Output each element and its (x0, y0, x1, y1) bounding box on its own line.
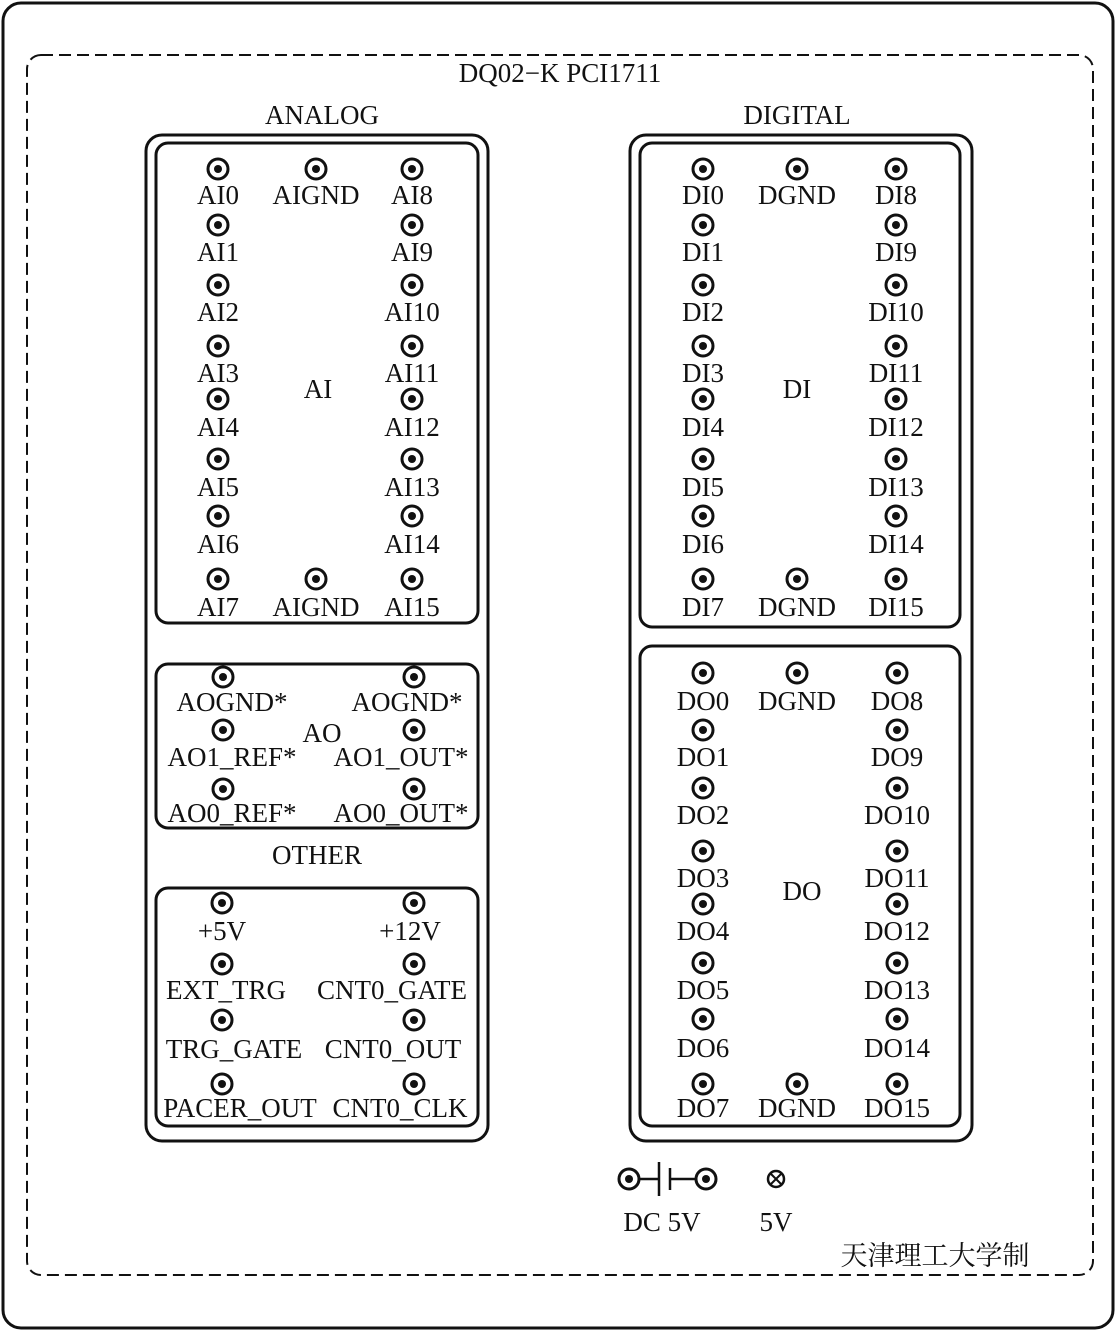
terminal-label: DO0 (676, 686, 730, 716)
terminal-di-15 (682, 569, 724, 622)
terminal-di-7 (682, 336, 724, 388)
terminal-label: DI5 (682, 472, 724, 502)
terminal-label: PACER_OUT (163, 1093, 317, 1123)
terminal-label: AOGND* (351, 687, 463, 717)
terminal-label: DI7 (682, 592, 724, 622)
terminal-ai-5 (197, 275, 239, 327)
terminal-ao-3 (334, 720, 469, 772)
terminal-label: DO4 (676, 916, 730, 946)
terminal-ai-6 (384, 275, 440, 327)
terminal-label: AI6 (197, 529, 239, 559)
terminal-ai-4 (391, 215, 433, 267)
terminal-di-5 (682, 275, 724, 327)
terminal-label: AIGND (272, 180, 360, 210)
terminal-label: DO15 (864, 1093, 930, 1123)
terminal-ai-7 (197, 336, 239, 388)
terminal-do-11 (677, 953, 730, 1005)
terminal-di-2 (875, 159, 917, 210)
terminal-label: DGND (758, 180, 836, 210)
terminal-label: DGND (758, 686, 836, 716)
terminal-ai-17 (384, 569, 440, 622)
terminal-label: AI3 (197, 358, 239, 388)
terminal-label: CNT0_CLK (332, 1093, 468, 1123)
terminal-label: AI12 (384, 412, 440, 442)
terminal-di-16 (758, 569, 836, 622)
terminal-ao-5 (334, 779, 469, 828)
terminal-label: DI2 (682, 297, 724, 327)
terminal-label: AO0_OUT* (333, 798, 469, 828)
terminal-ao-2 (167, 720, 296, 772)
terminal-di-13 (682, 506, 724, 559)
terminal-ai-12 (384, 449, 440, 502)
dc-5v-jack (619, 1162, 716, 1196)
terminal-label: DI14 (868, 529, 924, 559)
terminal-label: DI0 (682, 180, 724, 210)
terminal-di-11 (682, 449, 724, 502)
terminal-do-16 (758, 1074, 836, 1123)
terminal-do-7 (677, 841, 730, 893)
power-indicator-label: 5V (759, 1207, 793, 1237)
section-label-digital: DIGITAL (743, 100, 851, 130)
do-group-label: DO (782, 876, 822, 906)
terminal-other-6 (163, 1074, 317, 1123)
terminal-label: DGND (758, 1093, 836, 1123)
terminal-ai-14 (384, 506, 440, 559)
terminal-ai-16 (273, 569, 360, 622)
terminal-do-17 (864, 1074, 930, 1123)
terminal-ai-10 (384, 389, 440, 442)
terminal-label: DI11 (868, 358, 924, 388)
board-title: DQ02−K PCI1711 (458, 58, 662, 88)
terminal-label: DI13 (868, 472, 924, 502)
terminal-label: AI11 (384, 358, 440, 388)
terminal-label: DO1 (676, 742, 730, 772)
terminal-do-14 (864, 1009, 930, 1063)
terminal-di-12 (868, 449, 924, 502)
terminal-do-15 (677, 1074, 730, 1123)
terminal-do-2 (871, 663, 924, 716)
terminal-do-4 (871, 720, 924, 772)
terminal-label: DGND (758, 592, 836, 622)
terminal-label: +5V (197, 916, 247, 946)
terminal-do-6 (864, 778, 930, 830)
terminal-other-5 (325, 1010, 462, 1064)
terminal-di-17 (868, 569, 924, 622)
terminal-other-0 (198, 893, 247, 946)
terminal-ao-4 (167, 779, 296, 828)
terminal-label: DO9 (870, 742, 924, 772)
terminal-label: AI2 (197, 297, 239, 327)
terminal-label: DO2 (676, 800, 730, 830)
terminal-ai-8 (385, 336, 440, 388)
terminal-ao-0 (177, 667, 288, 717)
other-terminals (163, 893, 468, 1123)
terminal-label: DO10 (864, 800, 930, 830)
terminal-di-8 (869, 336, 924, 388)
terminal-do-12 (864, 953, 930, 1005)
terminal-label: DI9 (875, 237, 917, 267)
terminal-label: DI1 (682, 237, 724, 267)
terminal-label: DI15 (868, 592, 924, 622)
terminal-label: AI1 (197, 237, 239, 267)
terminal-ai-3 (197, 215, 239, 267)
terminal-ai-9 (197, 389, 239, 442)
terminal-do-13 (677, 1009, 730, 1063)
terminal-di-3 (682, 215, 724, 267)
terminal-label: DO8 (870, 686, 924, 716)
terminal-label: DI6 (682, 529, 724, 559)
terminal-label: DO13 (864, 975, 930, 1005)
terminal-do-8 (865, 841, 930, 893)
terminal-other-3 (317, 954, 467, 1005)
terminal-di-1 (758, 159, 836, 210)
terminal-label: AIGND (272, 592, 360, 622)
terminal-label: DI3 (682, 358, 724, 388)
terminal-label: AI5 (197, 472, 239, 502)
terminal-label: AI14 (384, 529, 440, 559)
terminal-label: DO3 (676, 863, 730, 893)
terminal-label: AO0_REF* (167, 798, 297, 828)
terminal-label: DO14 (864, 1033, 930, 1063)
terminal-other-2 (166, 954, 286, 1005)
terminal-label: EXT_TRG (166, 975, 286, 1005)
terminal-do-3 (677, 720, 730, 772)
terminal-ai-11 (197, 449, 239, 502)
terminal-do-9 (677, 894, 730, 946)
terminal-label: CNT0_GATE (317, 975, 467, 1005)
terminal-label: DI8 (875, 180, 917, 210)
terminal-other-4 (166, 1010, 303, 1064)
terminal-label: AI15 (384, 592, 440, 622)
terminal-label: AOGND* (176, 687, 288, 717)
terminal-label: AI8 (391, 180, 433, 210)
terminal-ao-1 (352, 667, 463, 717)
terminal-label: AO1_OUT* (333, 742, 469, 772)
terminal-label: +12V (379, 916, 441, 946)
terminal-label: DO6 (676, 1033, 730, 1063)
terminal-label: DI4 (682, 412, 724, 442)
terminal-di-14 (868, 506, 924, 559)
power-indicator-icon (768, 1171, 784, 1187)
terminal-label: DO7 (676, 1093, 730, 1123)
terminal-label: AI9 (391, 237, 433, 267)
terminal-di-4 (875, 215, 917, 267)
ai-group-label: AI (303, 374, 333, 404)
terminal-ai-1 (273, 159, 360, 210)
terminal-label: AI0 (197, 180, 239, 210)
terminal-label: AI7 (197, 592, 239, 622)
section-label-analog: ANALOG (265, 100, 379, 130)
terminal-other-1 (379, 893, 441, 946)
section-label-other: OTHER (272, 840, 362, 870)
terminal-label: DO5 (676, 975, 730, 1005)
terminal-label: DI12 (868, 412, 924, 442)
terminal-label: DI10 (868, 297, 924, 327)
terminal-di-10 (868, 389, 924, 442)
terminal-ai-0 (197, 159, 239, 210)
di-group-label: DI (782, 374, 812, 404)
terminal-label: CNT0_OUT (324, 1034, 462, 1064)
terminal-label: AI10 (384, 297, 440, 327)
terminal-label: DO12 (864, 916, 930, 946)
terminal-ai-13 (197, 506, 239, 559)
terminal-do-5 (677, 778, 730, 830)
terminal-di-6 (868, 275, 924, 327)
terminal-ai-15 (197, 569, 239, 622)
terminal-label: TRG_GATE (165, 1034, 303, 1064)
terminal-ai-2 (391, 159, 433, 210)
dc-5v-label: DC 5V (623, 1207, 701, 1237)
maker-label: 天津理工大学制 (840, 1241, 1030, 1272)
terminal-do-1 (758, 663, 836, 716)
terminal-di-9 (682, 389, 724, 442)
terminal-label: AO1_REF* (167, 742, 297, 772)
terminal-label: AI4 (197, 412, 239, 442)
terminal-other-7 (333, 1074, 469, 1123)
terminal-label: AI13 (384, 472, 440, 502)
ao-group-label: AO (302, 718, 342, 748)
terminal-di-0 (682, 159, 724, 210)
terminal-do-0 (677, 663, 730, 716)
terminal-do-10 (864, 894, 930, 946)
terminal-label: DO11 (864, 863, 930, 893)
